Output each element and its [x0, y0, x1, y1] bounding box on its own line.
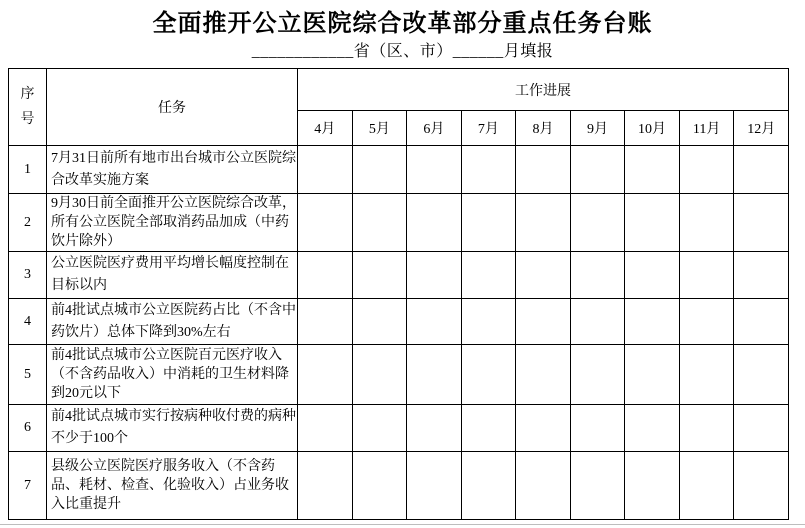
task-header: 任务: [47, 69, 298, 146]
province-blank-field: ____________: [251, 43, 354, 60]
progress-cell: [352, 194, 407, 252]
task-row: [9, 345, 789, 405]
progress-cell: [407, 194, 462, 252]
progress-cell: [570, 252, 625, 299]
progress-cell: [570, 299, 625, 345]
progress-cell: [679, 345, 734, 405]
progress-cell: [352, 146, 407, 194]
progress-cell: [516, 405, 571, 452]
task-row: [9, 252, 789, 299]
progress-cell: [298, 405, 353, 452]
progress-cell: [516, 194, 571, 252]
task-text: 9月30日前全面推开公立医院综合改革，所有公立医院全部取消药品加成（中药饮片除外）: [47, 194, 298, 252]
serial-number: 1: [9, 146, 47, 194]
progress-cell: [734, 345, 789, 405]
progress-cell: [461, 252, 516, 299]
task-row: [9, 405, 789, 452]
month-header-may: 5月: [352, 111, 407, 146]
progress-cell: [570, 345, 625, 405]
progress-cell: [407, 252, 462, 299]
progress-cell: [516, 452, 571, 520]
month-header-sep: 9月: [570, 111, 625, 146]
task-text: 7月31日前所有地市出台城市公立医院综合改革实施方案: [47, 146, 298, 194]
header-row-top: [9, 69, 789, 111]
progress-cell: [625, 146, 680, 194]
progress-cell: [625, 405, 680, 452]
progress-cell: [461, 405, 516, 452]
progress-cell: [461, 345, 516, 405]
progress-cell: [516, 299, 571, 345]
month-blank-field: ______: [452, 43, 504, 60]
progress-cell: [352, 405, 407, 452]
serial-number: 5: [9, 345, 47, 405]
progress-cell: [407, 146, 462, 194]
serial-number: 6: [9, 405, 47, 452]
month-report-label: 月填报: [503, 43, 554, 60]
month-header-nov: 11月: [679, 111, 734, 146]
progress-cell: [352, 345, 407, 405]
task-text: 前4批试点城市公立医院百元医疗收入（不含药品收入）中消耗的卫生材料降到20元以下: [47, 345, 298, 405]
progress-cell: [298, 252, 353, 299]
month-header-aug: 8月: [516, 111, 571, 146]
progress-cell: [298, 299, 353, 345]
task-row: [9, 452, 789, 520]
progress-cell: [407, 345, 462, 405]
progress-cell: [516, 146, 571, 194]
progress-cell: [461, 194, 516, 252]
serial-number: 4: [9, 299, 47, 345]
progress-cell: [625, 452, 680, 520]
progress-cell: [734, 146, 789, 194]
work-progress-header: 工作进展: [298, 69, 789, 111]
month-header-oct: 10月: [625, 111, 680, 146]
month-header-jul: 7月: [461, 111, 516, 146]
progress-cell: [734, 194, 789, 252]
progress-cell: [298, 146, 353, 194]
month-header-jun: 6月: [407, 111, 462, 146]
progress-cell: [679, 299, 734, 345]
progress-cell: [679, 405, 734, 452]
task-row: [9, 299, 789, 345]
progress-cell: [679, 252, 734, 299]
task-text: 前4批试点城市公立医院药占比（不含中药饮片）总体下降到30%左右: [47, 299, 298, 345]
progress-cell: [679, 146, 734, 194]
progress-cell: [679, 194, 734, 252]
progress-cell: [734, 452, 789, 520]
serial-number: 2: [9, 194, 47, 252]
progress-cell: [461, 452, 516, 520]
progress-cell: [625, 299, 680, 345]
task-text: 县级公立医院医疗服务收入（不含药品、耗材、检查、化验收入）占业务收入比重提升: [47, 452, 298, 520]
progress-cell: [516, 252, 571, 299]
progress-cell: [352, 299, 407, 345]
progress-cell: [516, 345, 571, 405]
progress-cell: [734, 405, 789, 452]
month-header-apr: 4月: [298, 111, 353, 146]
task-row: [9, 146, 789, 194]
progress-cell: [570, 194, 625, 252]
progress-cell: [407, 299, 462, 345]
progress-cell: [625, 194, 680, 252]
task-ledger-table: [8, 68, 789, 520]
progress-cell: [461, 299, 516, 345]
task-row: [9, 194, 789, 252]
progress-cell: [570, 452, 625, 520]
serial-number: 3: [9, 252, 47, 299]
progress-cell: [625, 252, 680, 299]
document-title: 全面推开公立医院综合改革部分重点任务台账: [152, 11, 653, 37]
document-subtitle: [0, 41, 805, 63]
progress-cell: [461, 146, 516, 194]
page-edge-divider: [0, 524, 805, 525]
progress-cell: [570, 146, 625, 194]
task-text: 公立医院医疗费用平均增长幅度控制在目标以内: [47, 252, 298, 299]
progress-cell: [298, 452, 353, 520]
progress-cell: [352, 252, 407, 299]
serial-number: 7: [9, 452, 47, 520]
progress-cell: [625, 345, 680, 405]
progress-cell: [407, 452, 462, 520]
progress-cell: [298, 345, 353, 405]
progress-cell: [734, 252, 789, 299]
progress-cell: [679, 452, 734, 520]
progress-cell: [352, 452, 407, 520]
task-text: 前4批试点城市实行按病种收付费的病种不少于100个: [47, 405, 298, 452]
progress-cell: [734, 299, 789, 345]
progress-cell: [407, 405, 462, 452]
month-header-dec: 12月: [734, 111, 789, 146]
province-label: 省（区、市）: [353, 43, 453, 60]
serial-number-header: 序号: [9, 69, 47, 146]
progress-cell: [298, 194, 353, 252]
progress-cell: [570, 405, 625, 452]
